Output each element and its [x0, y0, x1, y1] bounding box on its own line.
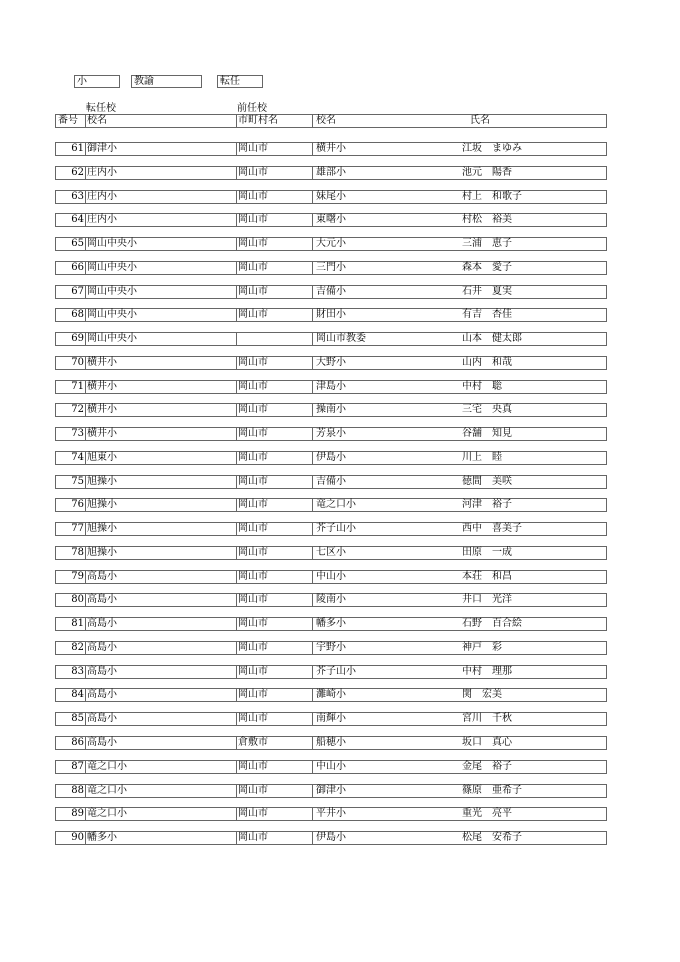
- table-row: [55, 427, 607, 441]
- row-school: 竜之口小: [87, 784, 127, 796]
- row-school: 高島小: [87, 641, 117, 653]
- row-school: 旭操小: [87, 546, 117, 558]
- row-school: 高島小: [87, 665, 117, 677]
- row-prev-school: 船穂小: [316, 737, 346, 748]
- row-number: 67: [71, 285, 84, 297]
- row-municipality: 岡山市: [238, 594, 268, 606]
- row-name: 河津 裕子: [462, 499, 512, 511]
- row-municipality: 岡山市: [238, 285, 268, 297]
- previous-school-group-label: 前任校: [237, 103, 267, 114]
- row-name: 関 宏美: [462, 689, 502, 701]
- row-number: 65: [71, 238, 84, 250]
- row-prev-school: 操南小: [316, 404, 346, 416]
- row-number: 90: [71, 832, 84, 844]
- row-name: 三宅 央真: [462, 404, 512, 416]
- table-row: [55, 498, 607, 512]
- row-number: 69: [71, 333, 84, 345]
- row-municipality: 岡山市: [238, 641, 268, 653]
- row-prev-school: 陵南小: [316, 594, 346, 606]
- row-name: 坂口 真心: [462, 737, 512, 748]
- row-number: 68: [71, 309, 84, 321]
- row-name: 石野 百合絵: [462, 618, 522, 630]
- row-school: 旭東小: [87, 451, 117, 463]
- row-name: 田原 一成: [462, 546, 512, 558]
- row-municipality: 岡山市: [238, 404, 268, 416]
- column-header-row: [55, 114, 607, 128]
- row-number: 86: [71, 737, 84, 748]
- row-municipality: 岡山市: [238, 380, 268, 392]
- table-row: [55, 617, 607, 631]
- column-prev-school: 校名: [316, 115, 336, 126]
- row-school: 竜之口小: [87, 760, 127, 772]
- column-number: 番号: [58, 115, 78, 126]
- row-name: 井口 光洋: [462, 594, 512, 606]
- row-municipality: 岡山市: [238, 665, 268, 677]
- row-name: 村上 和歌子: [462, 190, 522, 202]
- row-number: 74: [71, 451, 84, 463]
- table-row: [55, 807, 607, 821]
- row-number: 76: [71, 499, 84, 511]
- row-number: 73: [71, 428, 84, 440]
- row-number: 83: [71, 665, 84, 677]
- row-school: 旭操小: [87, 475, 117, 487]
- row-prev-school: 芳泉小: [316, 428, 346, 440]
- row-number: 62: [71, 166, 84, 178]
- row-school: 高島小: [87, 594, 117, 606]
- row-municipality: 岡山市: [238, 190, 268, 202]
- row-municipality: 岡山市: [238, 428, 268, 440]
- row-school: 横井小: [87, 356, 117, 368]
- row-school: 岡山中央小: [87, 333, 137, 345]
- row-prev-school: 御津小: [316, 784, 346, 796]
- row-number: 87: [71, 760, 84, 772]
- row-name: 谷舗 知見: [462, 428, 512, 440]
- row-school: 御津小: [87, 143, 117, 154]
- row-school: 幡多小: [87, 832, 117, 844]
- row-municipality: 岡山市: [238, 451, 268, 463]
- row-prev-school: 灘崎小: [316, 689, 346, 701]
- row-prev-school: 吉備小: [316, 285, 346, 297]
- table-row: [55, 688, 607, 702]
- table-row: [55, 593, 607, 607]
- row-name: 池元 陽香: [462, 166, 512, 178]
- row-school: 高島小: [87, 689, 117, 701]
- row-number: 75: [71, 475, 84, 487]
- table-row: [55, 712, 607, 726]
- table-row: [55, 285, 607, 299]
- table-row: [55, 451, 607, 465]
- row-school: 岡山中央小: [87, 309, 137, 321]
- row-prev-school: 吉備小: [316, 475, 346, 487]
- row-prev-school: 横井小: [316, 143, 346, 154]
- row-prev-school: 芥子山小: [316, 665, 356, 677]
- table-row: [55, 831, 607, 845]
- row-municipality: 岡山市: [238, 356, 268, 368]
- row-municipality: 岡山市: [238, 238, 268, 250]
- row-name: 松尾 安希子: [462, 832, 522, 844]
- row-school: 高島小: [87, 618, 117, 630]
- row-municipality: 岡山市: [238, 166, 268, 178]
- table-row: [55, 641, 607, 655]
- row-name: 徳間 美咲: [462, 475, 512, 487]
- row-prev-school: 平井小: [316, 808, 346, 820]
- row-name: 川上 睦: [462, 451, 502, 463]
- table-row: [55, 665, 607, 679]
- row-number: 72: [71, 404, 84, 416]
- row-number: 64: [71, 214, 84, 226]
- row-name: 重光 亮平: [462, 808, 512, 820]
- row-name: 本荘 和昌: [462, 570, 512, 582]
- row-school: 庄内小: [87, 190, 117, 202]
- school-level-field: [74, 75, 120, 88]
- table-row: [55, 570, 607, 584]
- row-prev-school: 中山小: [316, 570, 346, 582]
- transfer-type-field: [217, 75, 263, 88]
- row-prev-school: 津島小: [316, 380, 346, 392]
- row-school: 横井小: [87, 380, 117, 392]
- row-school: 高島小: [87, 713, 117, 725]
- row-municipality: 岡山市: [238, 808, 268, 820]
- row-prev-school: 大元小: [316, 238, 346, 250]
- new-school-group-label: 転任校: [86, 103, 116, 114]
- row-municipality: 岡山市: [238, 309, 268, 321]
- row-name: 神戸 彩: [462, 641, 502, 653]
- row-prev-school: 伊島小: [316, 451, 346, 463]
- table-row: [55, 237, 607, 251]
- position-value: 教諭: [134, 76, 154, 87]
- row-municipality: 岡山市: [238, 546, 268, 558]
- row-number: 79: [71, 570, 84, 582]
- row-number: 85: [71, 713, 84, 725]
- row-number: 89: [71, 808, 84, 820]
- row-number: 81: [71, 618, 84, 630]
- table-row: [55, 522, 607, 536]
- row-name: 江坂 まゆみ: [462, 143, 522, 154]
- row-municipality: 岡山市: [238, 143, 268, 154]
- row-school: 岡山中央小: [87, 285, 137, 297]
- row-school: 岡山中央小: [87, 238, 137, 250]
- table-row: [55, 475, 607, 489]
- row-municipality: 岡山市: [238, 475, 268, 487]
- row-number: 66: [71, 261, 84, 273]
- row-number: 88: [71, 784, 84, 796]
- row-municipality: 岡山市: [238, 784, 268, 796]
- row-municipality: 岡山市: [238, 499, 268, 511]
- row-name: 森本 愛子: [462, 261, 512, 273]
- row-prev-school: 幡多小: [316, 618, 346, 630]
- row-name: 山内 和哉: [462, 356, 512, 368]
- table-row: [55, 166, 607, 180]
- row-number: 71: [71, 380, 84, 392]
- table-row: [55, 332, 607, 346]
- row-prev-school: 財田小: [316, 309, 346, 321]
- row-municipality: 岡山市: [238, 618, 268, 630]
- table-row: [55, 190, 607, 204]
- row-number: 63: [71, 190, 84, 202]
- column-name: 氏名: [470, 115, 490, 126]
- row-municipality: 岡山市: [238, 832, 268, 844]
- row-school: 高島小: [87, 737, 117, 748]
- row-name: 宮川 千秋: [462, 713, 512, 725]
- row-number: 61: [71, 143, 84, 154]
- row-prev-school: 岡山市教委: [316, 333, 366, 345]
- table-row: [55, 403, 607, 417]
- row-municipality: 岡山市: [238, 713, 268, 725]
- row-name: 山本 健太郎: [462, 333, 522, 345]
- row-name: 中村 理那: [462, 665, 512, 677]
- transfer-type-value: 転任: [220, 76, 240, 87]
- row-school: 横井小: [87, 404, 117, 416]
- row-name: 中村 聡: [462, 380, 502, 392]
- row-prev-school: 芥子山小: [316, 523, 356, 535]
- row-number: 82: [71, 641, 84, 653]
- row-prev-school: 南輝小: [316, 713, 346, 725]
- row-prev-school: 竜之口小: [316, 499, 356, 511]
- row-school: 庄内小: [87, 214, 117, 226]
- row-prev-school: 七区小: [316, 546, 346, 558]
- position-field: [131, 75, 202, 88]
- row-name: 石井 夏実: [462, 285, 512, 297]
- row-number: 77: [71, 523, 84, 535]
- row-school: 高島小: [87, 570, 117, 582]
- row-prev-school: 中山小: [316, 760, 346, 772]
- row-prev-school: 大野小: [316, 356, 346, 368]
- row-name: 金尾 裕子: [462, 760, 512, 772]
- table-row: [55, 261, 607, 275]
- row-municipality: 岡山市: [238, 570, 268, 582]
- row-name: 篠原 亜希子: [462, 784, 522, 796]
- column-school: 校名: [87, 115, 107, 126]
- row-school: 横井小: [87, 428, 117, 440]
- row-municipality: 岡山市: [238, 523, 268, 535]
- row-municipality: 岡山市: [238, 760, 268, 772]
- table-row: [55, 356, 607, 370]
- row-school: 旭操小: [87, 523, 117, 535]
- row-school: 旭操小: [87, 499, 117, 511]
- row-prev-school: 雄部小: [316, 166, 346, 178]
- table-row: [55, 546, 607, 560]
- row-prev-school: 伊島小: [316, 832, 346, 844]
- row-number: 78: [71, 546, 84, 558]
- table-row: [55, 380, 607, 394]
- row-municipality: 岡山市: [238, 261, 268, 273]
- table-row: [55, 784, 607, 798]
- row-prev-school: 宇野小: [316, 641, 346, 653]
- table-row: [55, 213, 607, 227]
- row-school: 庄内小: [87, 166, 117, 178]
- table-row: [55, 760, 607, 774]
- row-number: 80: [71, 594, 84, 606]
- row-name: 西中 喜美子: [462, 523, 522, 535]
- table-row: [55, 736, 607, 750]
- row-municipality: 岡山市: [238, 689, 268, 701]
- row-school: 岡山中央小: [87, 261, 137, 273]
- row-prev-school: 妹尾小: [316, 190, 346, 202]
- row-number: 84: [71, 689, 84, 701]
- row-prev-school: 三門小: [316, 261, 346, 273]
- row-school: 竜之口小: [87, 808, 127, 820]
- row-municipality: 岡山市: [238, 214, 268, 226]
- row-municipality: 倉敷市: [238, 737, 268, 748]
- table-row: [55, 308, 607, 322]
- school-level-value: 小: [77, 76, 87, 87]
- row-name: 有吉 杏佳: [462, 309, 512, 321]
- row-name: 三浦 恵子: [462, 238, 512, 250]
- table-row: [55, 142, 607, 156]
- row-name: 村松 裕美: [462, 214, 512, 226]
- column-municipality: 市町村名: [238, 115, 278, 126]
- row-number: 70: [71, 356, 84, 368]
- row-prev-school: 東曙小: [316, 214, 346, 226]
